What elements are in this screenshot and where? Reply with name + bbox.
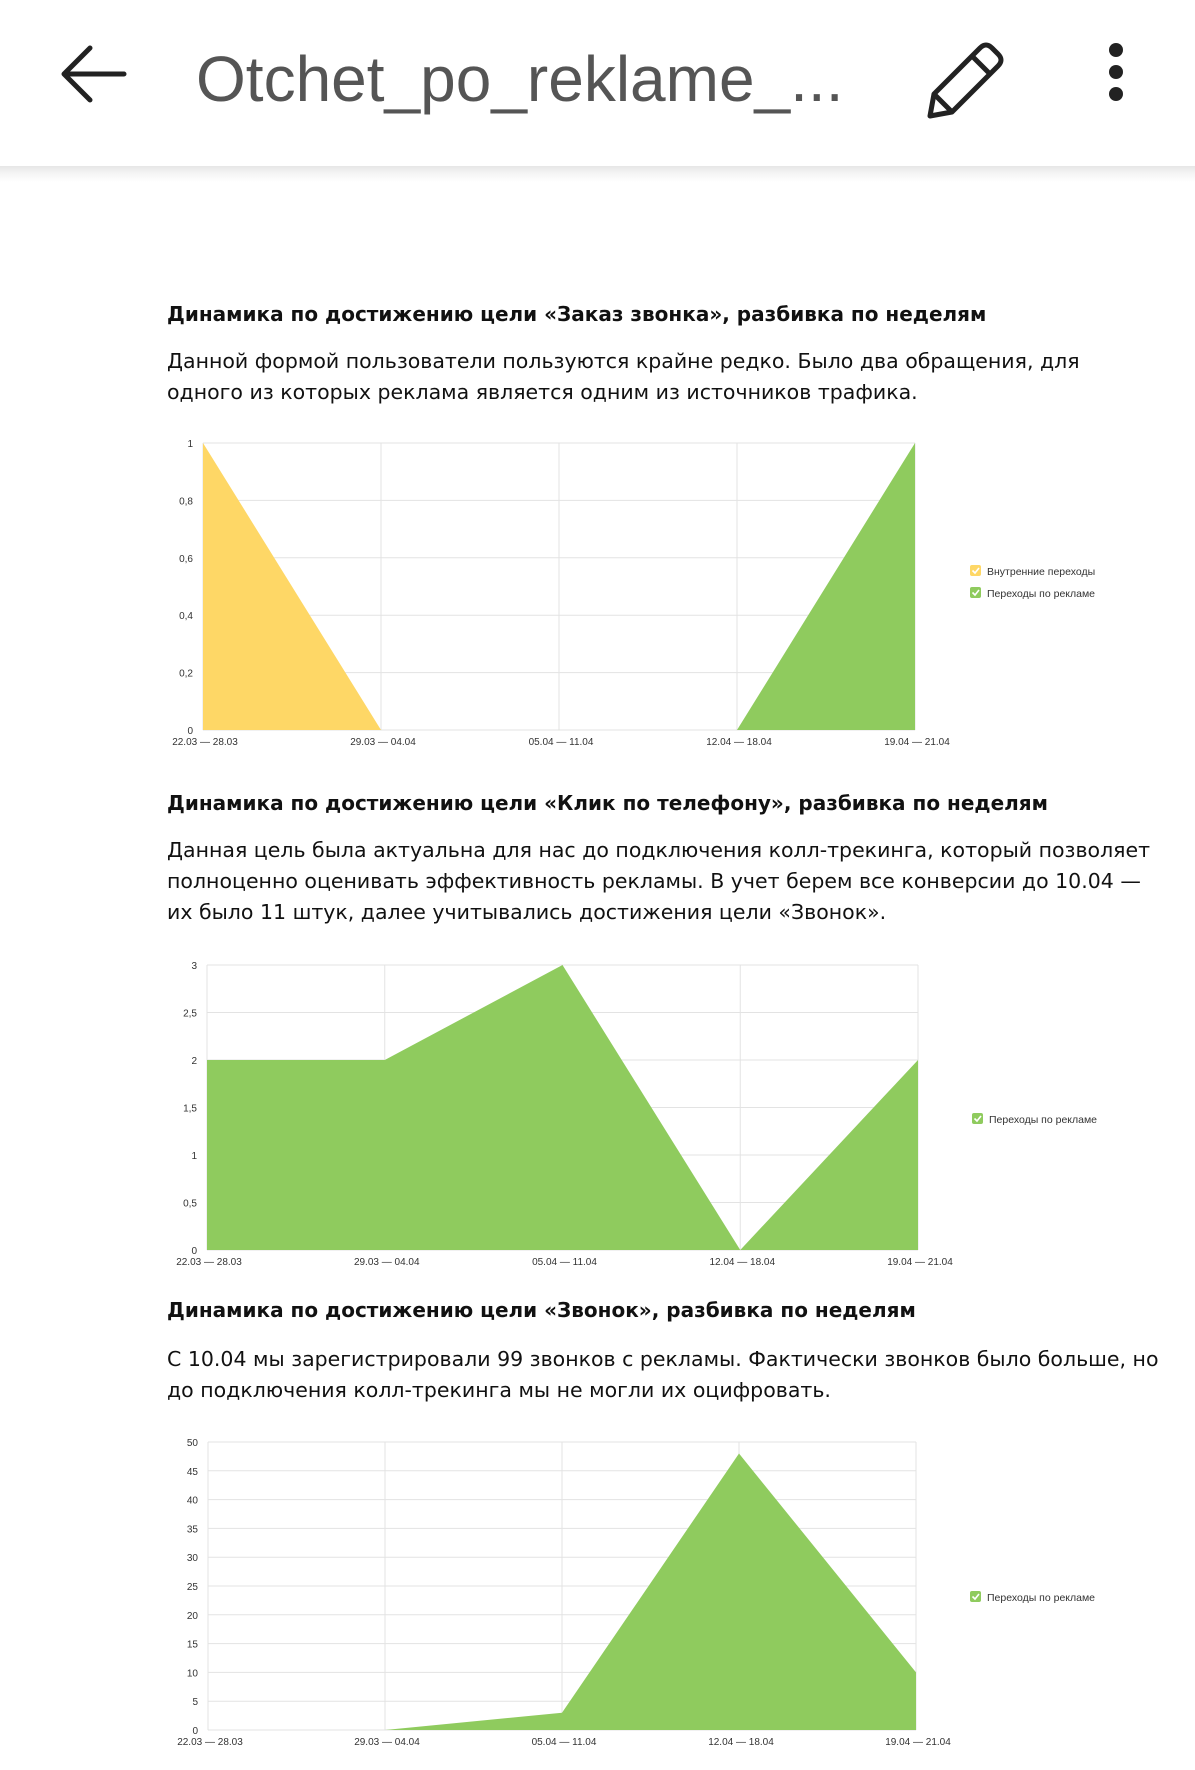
edit-button[interactable] [912,30,1012,130]
x-tick-label: 29.03 — 04.04 [353,1257,420,1268]
y-tick-label: 1 [191,1151,197,1162]
text-line: полноценно оценивать эффективность рекламы. В учет берем все конверсии до 10.04 — [167,869,1141,893]
legend-label: Переходы по рекламе [987,1592,1096,1604]
legend-swatch [972,1113,983,1124]
chart-call [0,1425,1195,1770]
y-tick-label: 15 [186,1639,198,1651]
y-tick-label: 0 [192,1726,198,1737]
y-tick-label: 1,5 [183,1103,197,1115]
x-tick-label: 19.04 — 21.04 [884,737,950,748]
text-line: Данная цель была актуальна для нас до подключения колл-трекинга, который позволяет [167,838,1151,862]
chart-order-call [0,425,1195,765]
back-button[interactable] [52,36,132,116]
legend-label: Переходы по рекламе [987,588,1096,600]
text-line: до подключения колл-трекинга мы не могли их оцифровать. [167,1378,831,1402]
y-tick-label: 20 [186,1610,198,1622]
y-tick-label: 0 [187,726,193,737]
x-tick-label: 12.04 — 18.04 [708,1737,774,1748]
y-tick-label: 45 [186,1466,198,1478]
section-text-phone-click [167,835,1151,928]
x-tick-label: 19.04 — 21.04 [887,1257,953,1268]
legend-swatch [970,587,981,598]
more-options-button[interactable] [1086,36,1146,116]
x-tick-label: 22.03 — 28.03 [176,1257,242,1268]
section-text-order-call [167,346,1127,408]
document-title: Otchet_po_reklame_... [196,43,844,115]
legend-label: Внутренние переходы [987,566,1096,578]
x-tick-label: 22.03 — 28.03 [172,737,238,748]
x-tick-label: 29.03 — 04.04 [350,737,416,748]
y-tick-label: 0,4 [179,611,193,623]
legend-swatch [970,1591,981,1602]
pencil-icon [912,30,1012,130]
y-tick-label: 0,6 [179,553,193,565]
section-title-order-call: Динамика по достижению цели «Заказ звонка», разбивка по неделям [167,302,987,326]
section-text-call [167,1344,1159,1406]
text-line: Данной формой пользователи пользуются крайне редко. Было два обращения, для [167,349,1080,373]
app-bar [0,0,1195,166]
y-tick-label: 50 [186,1438,198,1449]
legend-label: Переходы по рекламе [989,1114,1098,1126]
x-tick-label: 12.04 — 18.04 [706,737,772,748]
y-tick-label: 0 [191,1246,197,1257]
y-tick-label: 1 [187,439,193,450]
y-tick-label: 3 [191,961,197,972]
x-tick-label: 05.04 — 11.04 [532,1257,597,1268]
x-tick-label: 12.04 — 18.04 [709,1257,776,1268]
x-tick-label: 22.03 — 28.03 [177,1737,243,1748]
text-line: одного из которых реклама является одним из источников трафика. [167,380,918,404]
y-tick-label: 25 [186,1582,198,1593]
text-line: С 10.04 мы зарегистрировали 99 звонков с рекламы. Фактически звонков было больше, но [167,1347,1159,1371]
y-tick-label: 2,5 [183,1008,197,1020]
section-title-phone-click: Динамика по достижению цели «Клик по телефону», разбивка по неделям [167,791,1048,815]
y-tick-label: 40 [186,1495,198,1507]
y-tick-label: 0,2 [179,668,193,680]
x-tick-label: 05.04 — 11.04 [531,1737,597,1748]
more-vertical-icon [1086,36,1146,116]
appbar-divider [0,166,1195,182]
x-tick-label: 29.03 — 04.04 [354,1737,420,1748]
y-tick-label: 0,5 [183,1198,197,1210]
y-tick-label: 0,8 [179,496,193,508]
y-tick-label: 35 [186,1524,198,1536]
y-tick-label: 10 [186,1668,198,1680]
legend-swatch [970,565,981,576]
y-tick-label: 5 [192,1697,198,1709]
y-tick-label: 30 [186,1553,198,1565]
text-line: их было 11 штук, далее учитывались достижения цели «Звонок». [167,900,887,924]
y-tick-label: 2 [191,1056,197,1067]
arrow-left-icon [52,36,132,116]
x-tick-label: 05.04 — 11.04 [528,737,594,748]
chart-phone-click [0,950,1195,1280]
section-title-call: Динамика по достижению цели «Звонок», разбивка по неделям [167,1298,916,1322]
x-tick-label: 19.04 — 21.04 [885,1737,951,1748]
